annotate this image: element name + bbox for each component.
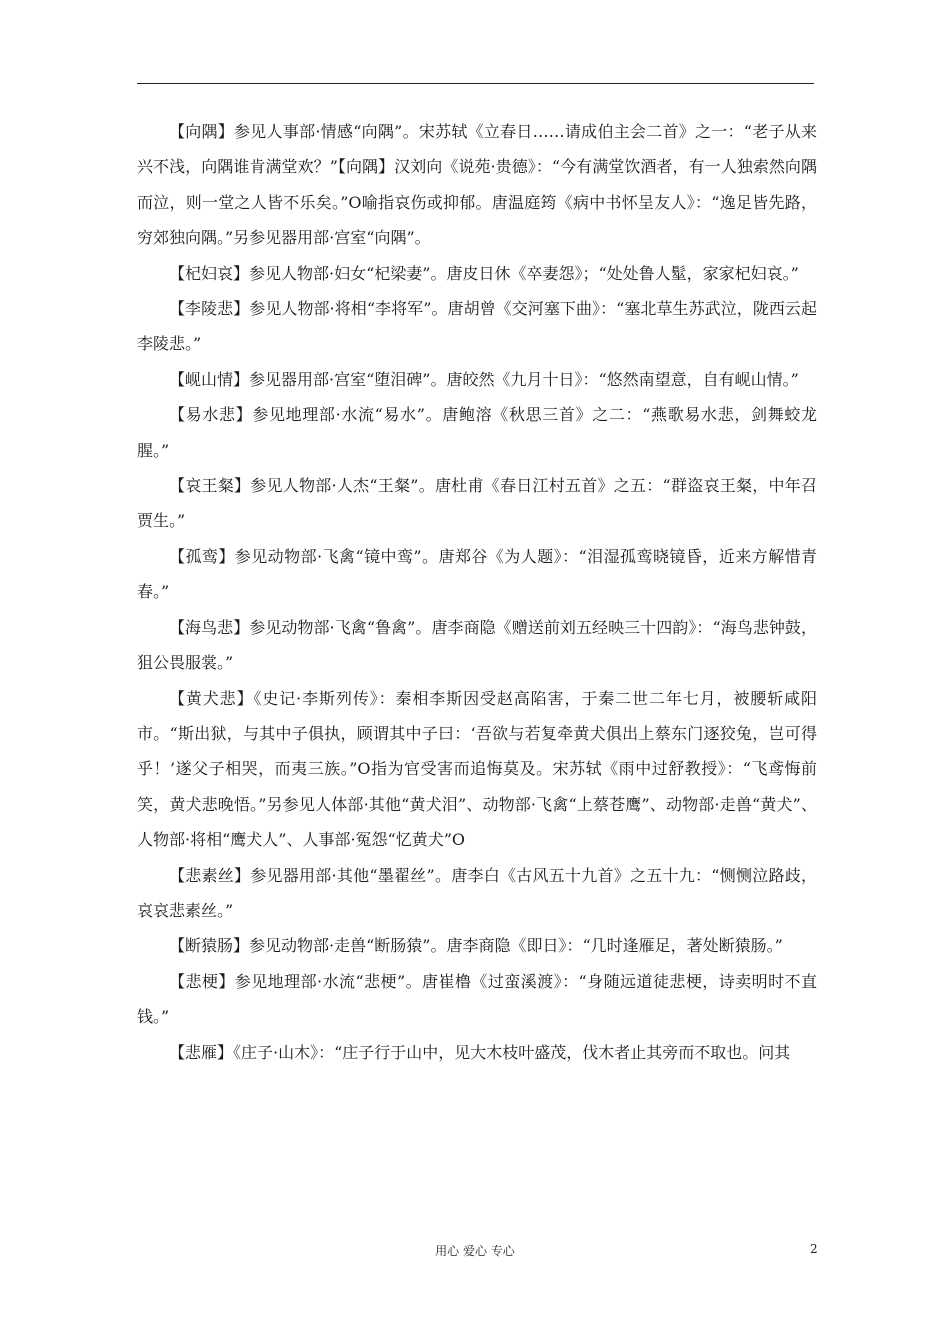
entry-beigeng: 【悲梗】参见地理部·水流“悲梗”。唐崔橹《过蛮溪渡》：“身随远道徒悲梗，诗卖明时不直钱。” [137,971,817,1027]
entry-beisusi: 【悲素丝】参见器用部·其他“墨翟丝”。唐李白《古风五十九首》之五十九：“恻恻泣路歧，哀哀悲素丝。” [137,865,817,920]
footer-motto: 用心 爱心 专心 [435,1244,515,1258]
page-number: 2 [810,1242,818,1256]
entry-yishuibei: 【易水悲】参见地理部·水流“易水”。唐鲍溶《秋思三首》之二：“燕歌易水悲，剑舞蛟龙腥。” [137,405,817,460]
entry-beiyan: 【悲雁】《庄子·山木》：“庄子行于山中，见大木枝叶盛茂，伐木者止其旁而不取也。问其 [169,1042,791,1062]
entry-duanyuanchang: 【断猿肠】参见动物部·走兽“断肠猿”。唐李商隐《即日》：“几时逢雁足，著处断猿肠。” [169,936,783,956]
entry-lilingbei: 【李陵悲】参见人物部·将相“李将军”。唐胡曾《交河塞下曲》：“塞北草生苏武泣，陇西云起李陵悲。” [137,299,817,354]
header-rule [137,83,814,84]
entry-qifuai: 【杞妇哀】参见人物部·妇女“杞梁妻”。唐皮日休《卒妻怨》；“处处鲁人髽，家家杞妇哀。” [169,263,799,283]
entry-aiwangcan: 【哀王粲】参见人物部·人杰“王粲”。唐杜甫《春日江村五首》之五：“群盗哀王粲，中年召贾生。” [137,476,817,531]
entry-huangquanbei: 【黄犬悲】《史记·李斯列传》：秦相李斯因受赵高陷害，于秦二世二年七月，被腰斩咸阳市。“斯出狱，与其中子俱执，顾谓其中子曰：‘吾欲与若复牵黄犬俱出上蔡东门逐狡兔，岂可得乎！’遂父子相哭，而夷三族。”O指为官受害而追悔莫及。宋苏轼《雨中过舒教授》：“飞鸢悔前笑，黄犬悲晚悟。”另参见人体部·其他“黄犬泪”、动物部·飞禽“上蔡苍鹰”、动物部·走兽“黄犬”、人物部·将相“鹰犬人”、人事部·冤怨“忆黄犬”O [137,688,817,850]
entry-guluan: 【孤鸾】参见动物部·飞禽“镜中鸾”。唐郑谷《为人题》：“泪湿孤鸾晓镜昏，近来方解惜青春。” [137,546,817,602]
entry-hainiaobei: 【海鸟悲】参见动物部·飞禽“鲁禽”。唐李商隐《赠送前刘五经映三十四韵》：“海鸟悲钟鼓，狙公畏服裳。” [137,617,817,673]
entry-xiangyu: 【向隅】参见人事部·情感“向隅”。宋苏轼《立春日……请成伯主会二首》之一：“老子从来兴不浅，向隅谁肯满堂欢？”【向隅】汉刘向《说苑·贵德》：“今有满堂饮酒者，有一人独索然向隅而泣，则一堂之人皆不乐矣。”O喻指哀伤或抑郁。唐温庭筠《病中书怀呈友人》：“逸足皆先路，穷郊独向隅。”另参见器用部·宫室“向隅”。 [137,122,817,248]
entry-xianshanqing: 【岘山情】参见器用部·宫室“堕泪碑”。唐皎然《九月十日》：“悠然南望意，自有岘山情。” [169,369,799,389]
document-body [137,114,817,1070]
